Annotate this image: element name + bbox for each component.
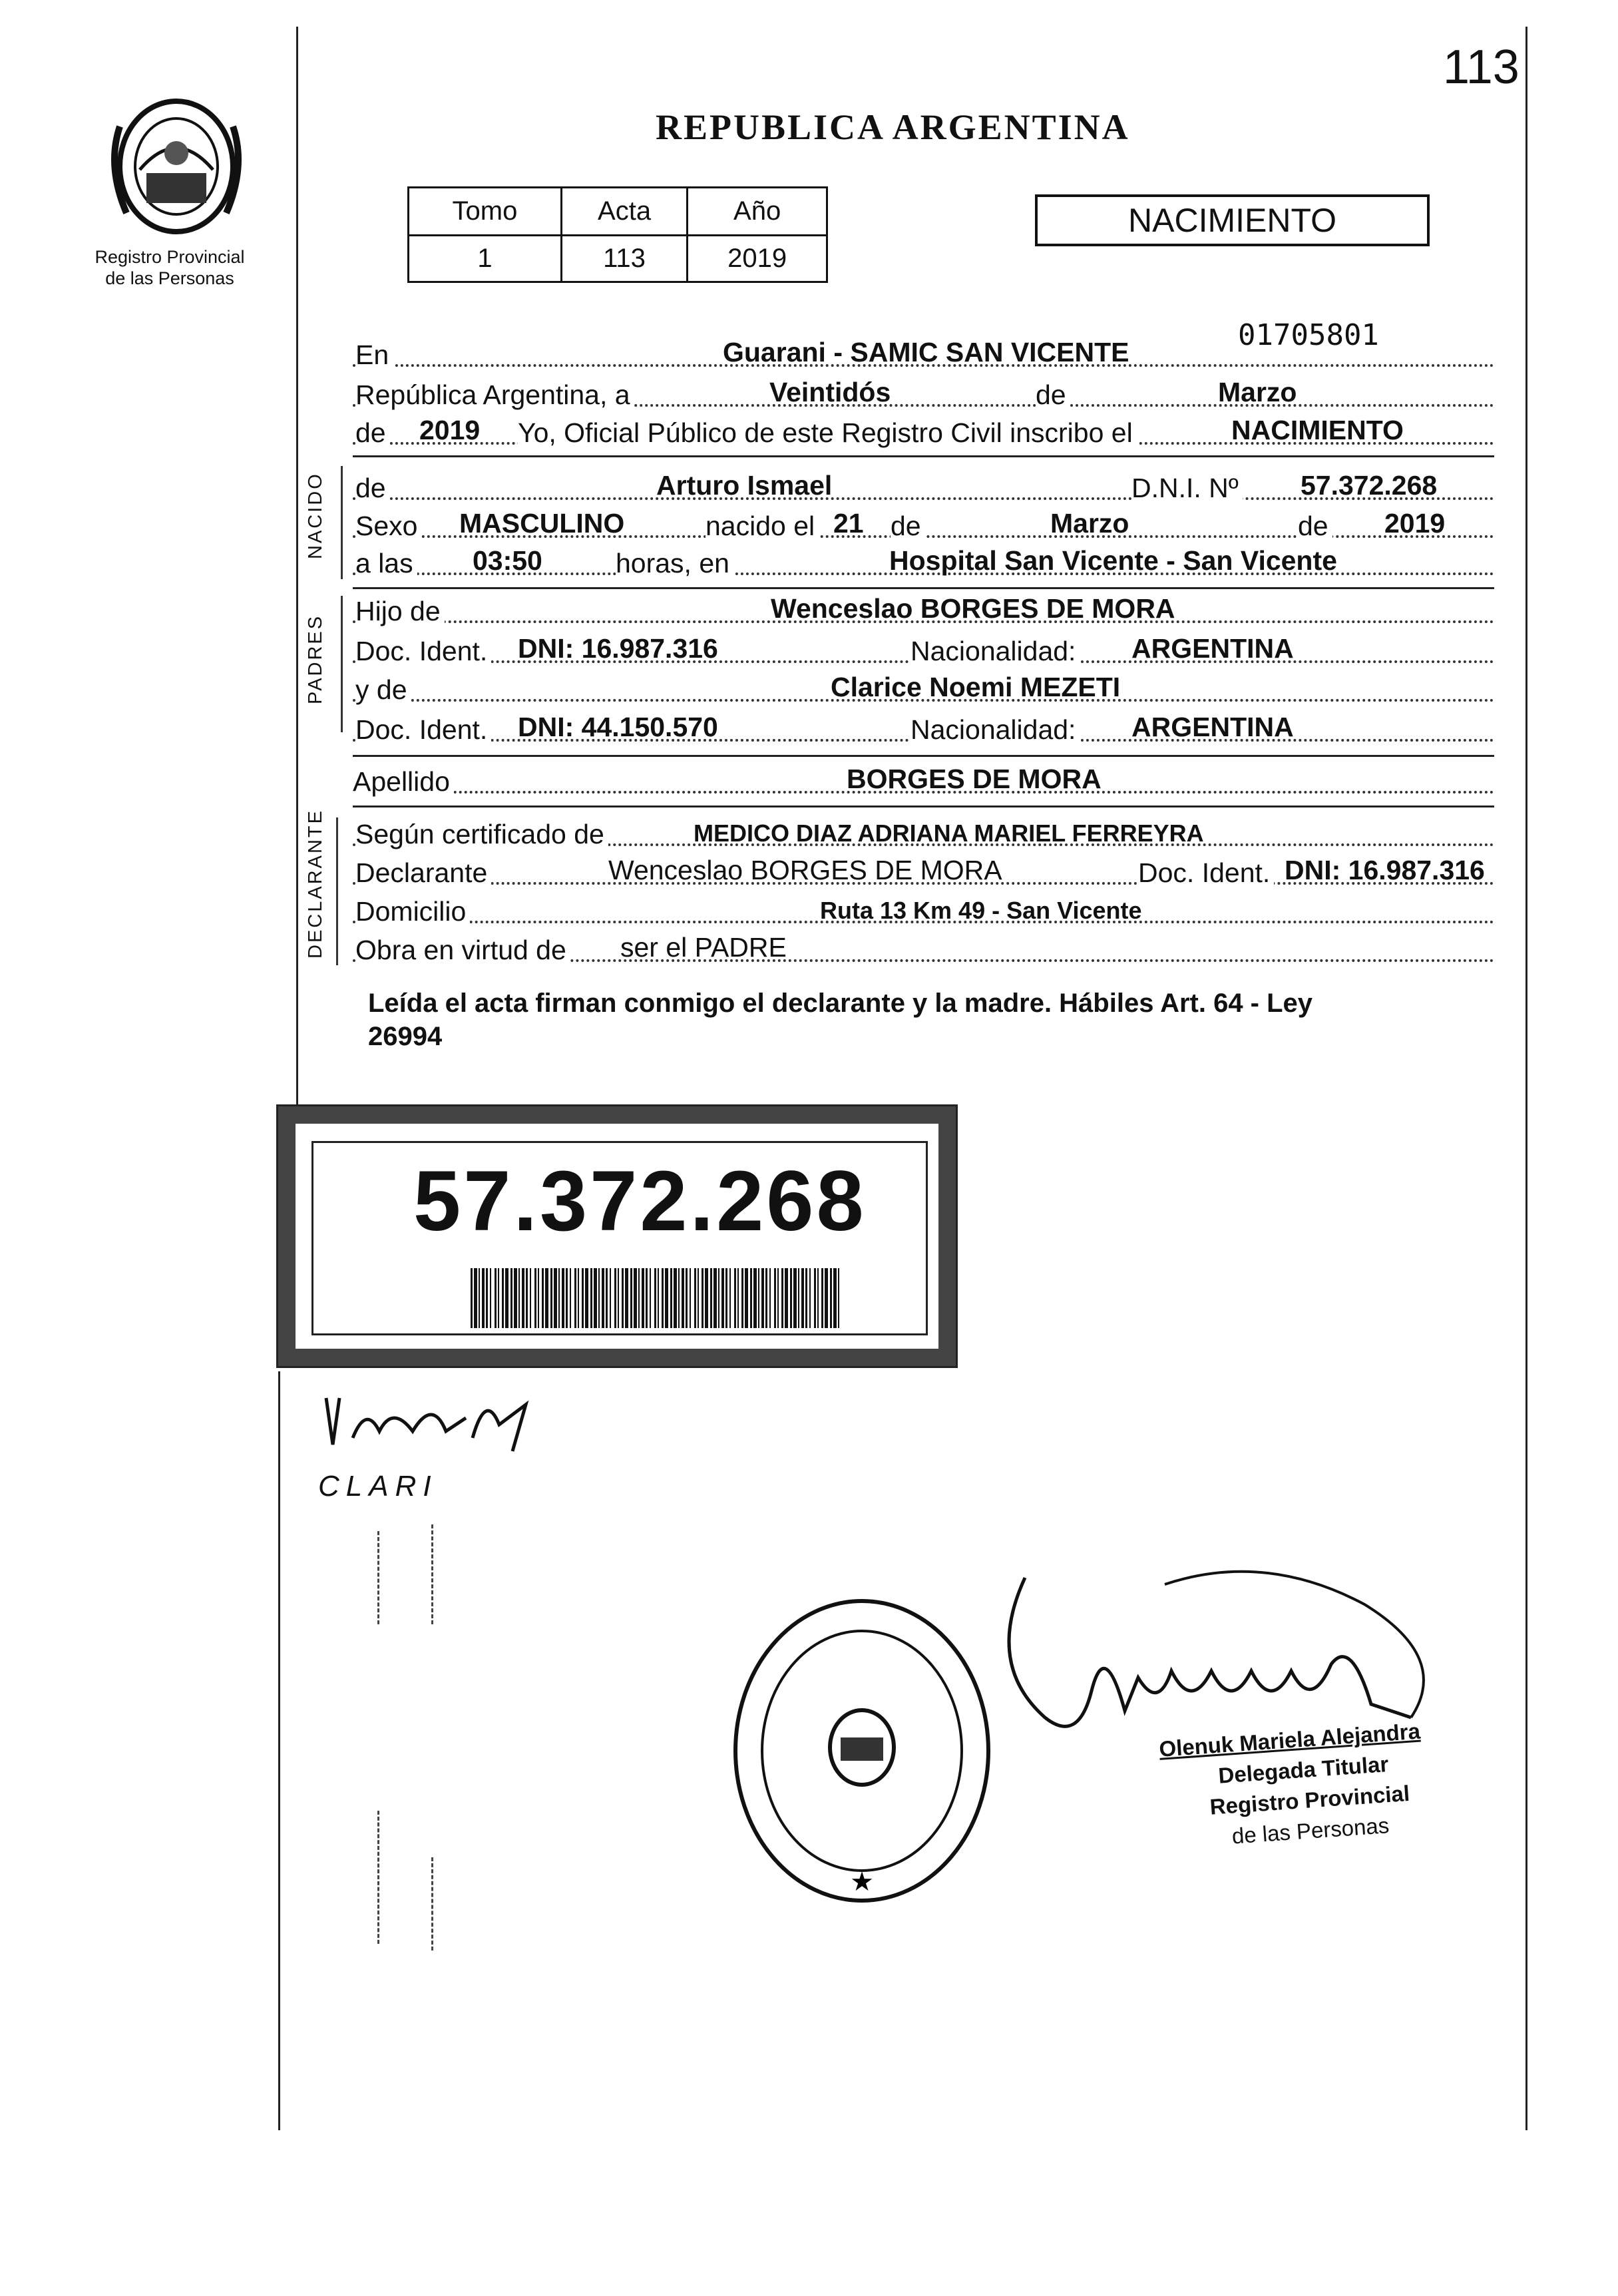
row-padres-father: Hijo de Wenceslao BORGES DE MORA xyxy=(353,592,1494,631)
official-block xyxy=(1158,1710,1512,1857)
dni-label-number: 57.372.268 xyxy=(413,1154,867,1249)
row-nacido-name: de Arturo Ismael D.N.I. Nº 57.372.268 xyxy=(353,469,1494,508)
serial-number: 01705801 xyxy=(1238,318,1379,352)
act-type-box xyxy=(1035,194,1430,246)
row-padres-mother-doc: Doc. Ident. DNI: 44.150.570 Nacionalidad: ARGENTINA xyxy=(353,711,1494,750)
declarant-initials: CLARI xyxy=(318,1470,438,1502)
row-republica: República Argentina, a Veintidós de Marzo xyxy=(353,376,1494,415)
row-nacido-sexo: Sexo MASCULINO nacido el 21 de Marzo de 2019 xyxy=(353,507,1494,546)
right-margin-line xyxy=(1525,27,1527,2130)
section-bracket xyxy=(336,817,338,965)
row-inscribo: de 2019 Yo, Oficial Público de este Registro Civil inscribo el NACIMIENTO xyxy=(353,414,1494,453)
official-org-2: de las Personas xyxy=(1231,1813,1390,1849)
reference-header-acta: Acta xyxy=(561,188,687,236)
divider xyxy=(353,755,1494,757)
row-nacido-hora: a las 03:50 horas, en Hospital San Vicente - San Vicente xyxy=(353,545,1494,583)
reference-header-tomo: Tomo xyxy=(409,188,562,236)
reference-value-acta: 113 xyxy=(561,236,687,282)
fold-mark xyxy=(377,1811,379,1944)
reference-value-ano: 2019 xyxy=(688,236,827,282)
row-certificado: Según certificado de MEDICO DIAZ ADRIANA MARIEL FERREYRA xyxy=(353,815,1494,854)
fold-mark xyxy=(431,1857,433,1951)
divider xyxy=(353,587,1494,589)
row-padres-father-doc: Doc. Ident. DNI: 16.987.316 Nacionalidad: ARGENTINA xyxy=(353,632,1494,671)
province-seal-icon xyxy=(100,87,253,240)
left-margin-line-lower xyxy=(278,1371,280,2130)
row-en: En Guarani - SAMIC SAN VICENTE xyxy=(353,336,1494,375)
divider xyxy=(353,455,1494,457)
reference-header-ano: Año xyxy=(688,188,827,236)
fold-mark xyxy=(377,1531,379,1624)
handwritten-signature-icon xyxy=(313,1378,579,1458)
act-type-label: NACIMIENTO xyxy=(1128,202,1336,239)
official-name: Olenuk Mariela Alejandra xyxy=(1158,1718,1421,1761)
reference-table xyxy=(407,186,828,283)
barcode-icon xyxy=(471,1268,843,1328)
declarant-signature xyxy=(313,1378,579,1458)
svg-text:★: ★ xyxy=(850,1867,874,1897)
official-stamp xyxy=(729,1594,995,1907)
row-obra: Obra en virtud de ser el PADRE xyxy=(353,931,1494,970)
document-title: REPUBLICA ARGENTINA xyxy=(656,107,1130,147)
official-org: Registro Provincial xyxy=(1209,1780,1411,1819)
row-padres-mother: y de Clarice Noemi MEZETI xyxy=(353,671,1494,710)
section-bracket xyxy=(341,596,343,732)
closing-text: Leída el acta firman conmigo el declarante y la madre. Hábiles Art. 64 - Ley 26994 xyxy=(368,989,1313,1051)
reference-value-tomo: 1 xyxy=(409,236,562,282)
row-declarante: Declarante Wenceslao BORGES DE MORA Doc. Ident. DNI: 16.987.316 xyxy=(353,854,1494,893)
section-label-padres: PADRES xyxy=(305,614,326,704)
row-domicilio: Domicilio Ruta 13 Km 49 - San Vicente xyxy=(353,893,1494,931)
official-title: Delegada Titular xyxy=(1217,1751,1390,1788)
section-label-declarante: DECLARANTE xyxy=(305,809,326,959)
official-stamp-icon xyxy=(729,1594,995,1907)
logo-caption: Registro Provincial de las Personas xyxy=(95,247,245,288)
left-margin-line xyxy=(296,27,298,1105)
row-apellido: Apellido BORGES DE MORA xyxy=(353,763,1494,802)
section-bracket xyxy=(341,466,343,579)
fold-mark xyxy=(431,1524,433,1624)
page-number: 113 xyxy=(1443,41,1519,94)
dni-label xyxy=(278,1106,956,1366)
province-logo xyxy=(100,87,253,240)
section-label-nacido: NACIDO xyxy=(305,472,326,559)
divider xyxy=(353,805,1494,807)
dni-label-inner xyxy=(311,1141,928,1335)
